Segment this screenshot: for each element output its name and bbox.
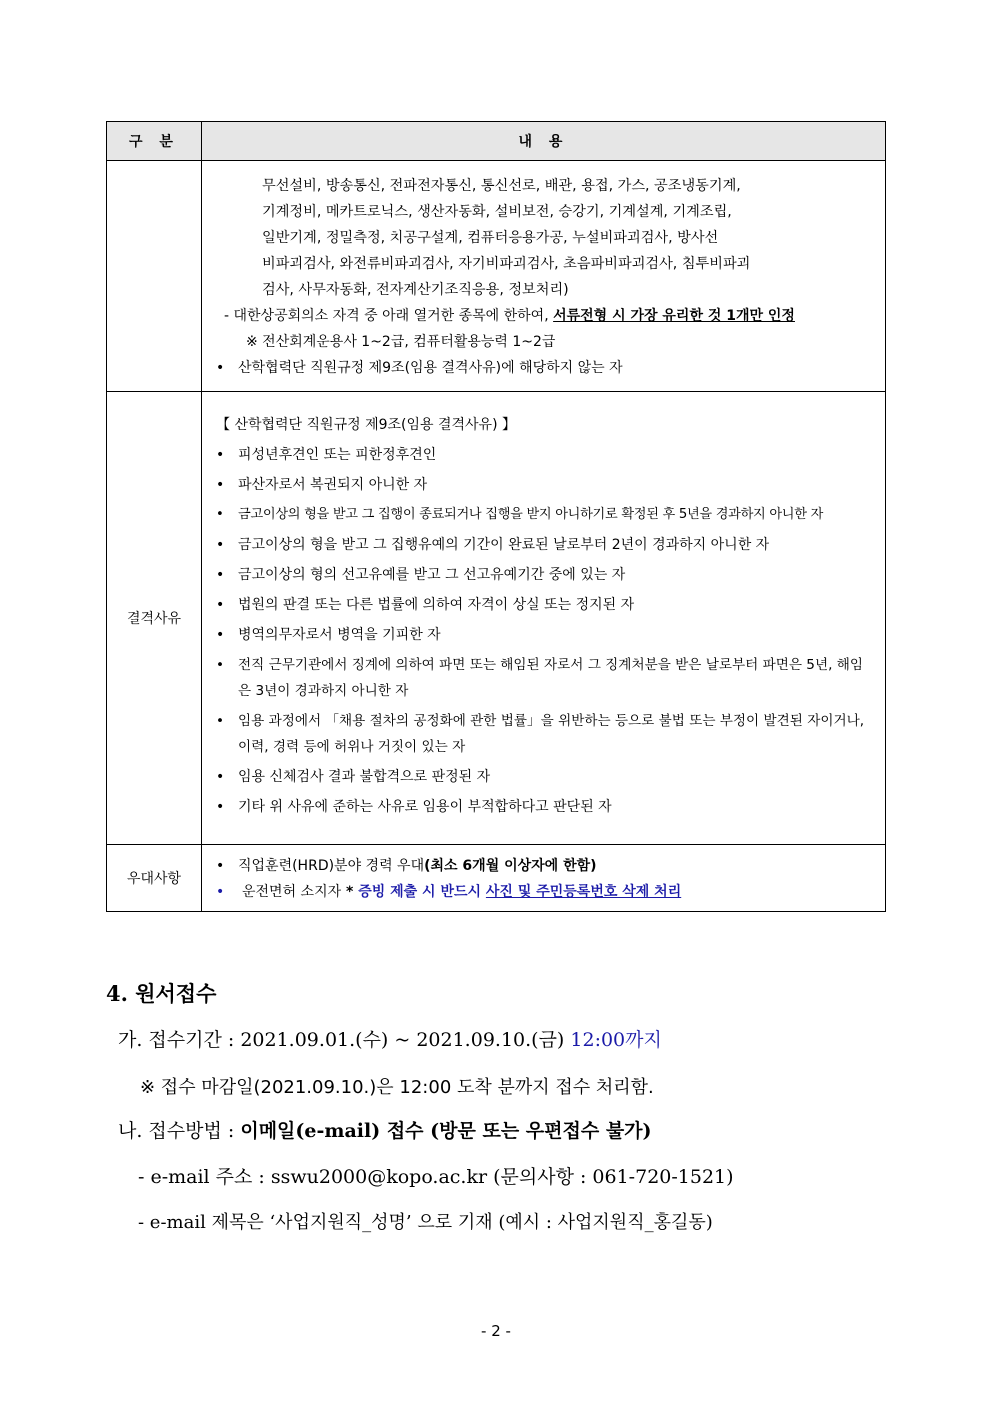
list-item (212, 442, 875, 468)
section-title: 4. 원서접수 (106, 981, 217, 1006)
bullet-icon: • (216, 477, 225, 493)
certificate-list (212, 173, 875, 303)
list-item (212, 794, 875, 820)
preference-hrd-condition: (최소 6개월 이상자에 한함) (424, 858, 597, 874)
list-item (212, 502, 875, 528)
bullet-icon: • (216, 627, 225, 643)
accounting-note: ※ 전산회계운용사 1~2급, 컴퓨터활용능력 1~2급 (246, 334, 556, 350)
row-category-empty (107, 161, 202, 392)
bullet-icon: • (216, 713, 225, 729)
list-item-text: 피성년후견인 또는 피한정후견인 (238, 447, 437, 463)
row-content-preference (202, 845, 886, 912)
preference-license-text: 운전면허 소지자 (242, 884, 342, 900)
chamber-note-underlined: 서류전형 시 가장 유리한 것 1개만 인정 (553, 308, 795, 324)
deadline-note: ※ 접수 마감일(2021.09.10.)은 12:00 도착 분까지 접수 처리함. (140, 1077, 654, 1098)
certificate-line: 무선설비, 방송통신, 전파전자통신, 통신선로, 배관, 용접, 가스, 공조냉동기계, (262, 178, 741, 194)
header-content: 내 용 (202, 122, 886, 161)
bullet-icon: • (216, 360, 225, 376)
list-item-text: 전직 근무기관에서 징계에 의하여 파면 또는 해임된 자로서 그 징계처분을 받은 날로부터 파면은 5년, 해임은 3년이 경과하지 아니한 자 (238, 657, 863, 699)
list-item (212, 472, 875, 498)
certificate-line: 검사, 사무자동화, 전자계산기조직응용, 정보처리) (262, 282, 569, 298)
row-content-certificates (202, 161, 886, 392)
list-item (212, 708, 875, 760)
bullet-icon: • (216, 507, 224, 522)
chamber-certificate-note (212, 303, 875, 329)
email-subject-line: - e-mail 제목은 ‘사업지원직_성명’ 으로 기재 (예시 : 사업지원직_홍길동) (138, 1212, 713, 1233)
application-method (118, 1116, 652, 1143)
bullet-icon: • (216, 799, 225, 815)
preference-hrd-text: 직업훈련(HRD)분야 경력 우대 (238, 858, 425, 874)
application-period (118, 1025, 662, 1052)
list-item (212, 532, 875, 558)
certificate-line: 기계정비, 메카트로닉스, 생산자동화, 설비보전, 승강기, 기계설계, 기계조립, (262, 204, 732, 220)
list-item (212, 764, 875, 790)
list-item (212, 879, 875, 905)
qualification-table (106, 121, 886, 912)
table-row-disqualification (107, 392, 886, 845)
table-header-row (107, 122, 886, 161)
bullet-icon: • (216, 537, 225, 553)
regulation-title: 【 산학협력단 직원규정 제9조(임용 결격사유) 】 (216, 417, 516, 433)
list-item-text: 파산자로서 복권되지 아니한 자 (238, 477, 428, 493)
list-item-text: 금고이상의 형을 받고 그 집행이 종료되거나 집행을 받지 아니하기로 확정된 후 5년을 경과하지 아니한 자 (238, 507, 824, 522)
list-item (212, 562, 875, 588)
list-item (212, 592, 875, 618)
row-category-disqualification: 결격사유 (107, 392, 202, 845)
bullet-icon: • (216, 597, 225, 613)
bullet-icon: • (216, 447, 225, 463)
email-address-line: - e-mail 주소 : sswu2000@kopo.ac.kr (문의사항 : 061-720-1521) (138, 1166, 734, 1188)
table-row-preference (107, 845, 886, 912)
bullet-icon: • (216, 858, 225, 874)
preference-license-note: 증빙 제출 시 반드시 (358, 884, 486, 900)
application-period-time: 12:00까지 (570, 1029, 662, 1051)
list-item (212, 355, 875, 381)
table-row-certificates (107, 161, 886, 392)
bullet-icon: • (216, 657, 225, 673)
application-method-label: 나. 접수방법 : (118, 1120, 241, 1142)
list-item-text: 금고이상의 형의 선고유예를 받고 그 선고유예기간 중에 있는 자 (238, 567, 626, 583)
bullet-icon: • (216, 567, 225, 583)
list-item-text: 임용 과정에서 「채용 절차의 공정화에 관한 법률」을 위반하는 등으로 불법 또는 부정이 발견된 자이거나, 이력, 경력 등에 허위나 거짓이 있는 자 (238, 713, 865, 755)
bullet-icon: • (216, 769, 225, 785)
asterisk-mark: * (341, 884, 359, 900)
list-item-text: 임용 신체검사 결과 불합격으로 판정된 자 (238, 769, 491, 785)
list-item (212, 622, 875, 648)
list-item (212, 853, 875, 879)
list-item (212, 652, 875, 704)
preference-license-note-underlined: 사진 및 주민등록번호 삭제 처리 (485, 884, 682, 900)
row-category-preference: 우대사항 (107, 845, 202, 912)
page-number: - 2 - (481, 1322, 511, 1340)
certificate-line: 비파괴검사, 와전류비파괴검사, 자기비파괴검사, 초음파비파괴검사, 침투비파괴 (262, 256, 751, 272)
list-item-text: 산학협력단 직원규정 제9조(임용 결격사유)에 해당하지 않는 자 (238, 360, 623, 376)
application-method-value: 이메일(e-mail) 접수 (방문 또는 우편접수 불가) (240, 1120, 652, 1142)
bullet-icon: • (216, 884, 225, 900)
list-item-text: 법원의 판결 또는 다른 법률에 의하여 자격이 상실 또는 정지된 자 (238, 597, 635, 613)
row-content-disqualification (202, 392, 886, 845)
list-item-text: 병역의무자로서 병역을 기피한 자 (238, 627, 441, 643)
application-period-label: 가. 접수기간 : 2021.09.01.(수) ~ 2021.09.10.(금) (118, 1029, 571, 1051)
list-item-text: 기타 위 사유에 준하는 사유로 임용이 부적합하다고 판단된 자 (238, 799, 612, 815)
certificate-line: 일반기계, 정밀측정, 치공구설계, 컴퓨터응용가공, 누설비파괴검사, 방사선 (262, 230, 719, 246)
header-category: 구 분 (107, 122, 202, 161)
chamber-note-text: - 대한상공회의소 자격 중 아래 열거한 종목에 한하여, (224, 308, 554, 324)
list-item-text: 금고이상의 형을 받고 그 집행유예의 기간이 완료된 날로부터 2년이 경과하지 아니한 자 (238, 537, 770, 553)
